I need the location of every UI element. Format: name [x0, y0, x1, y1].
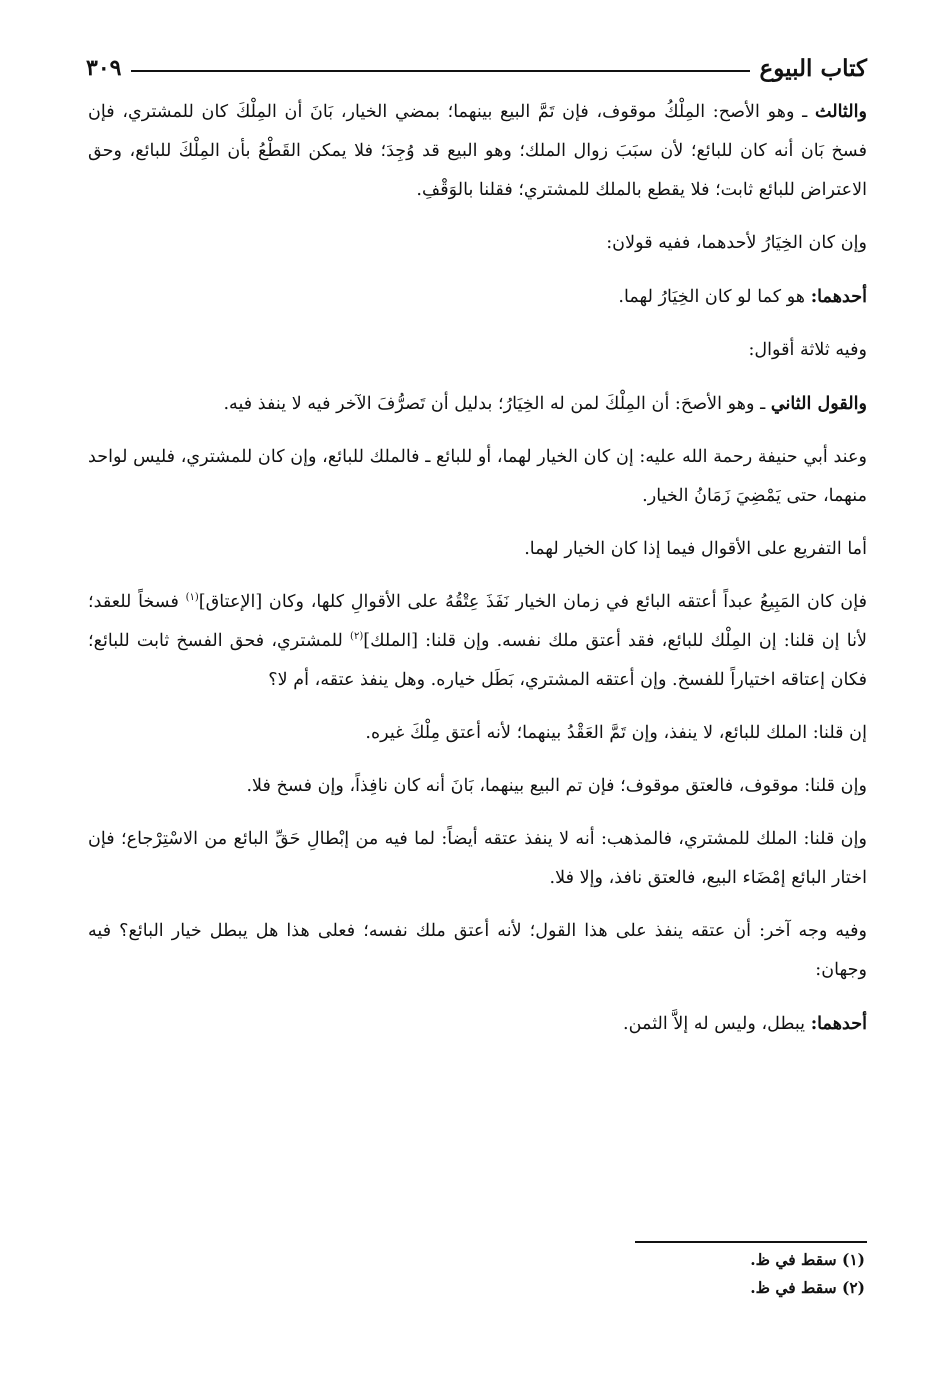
footnote: (٢) سقط في ظ. [750, 1278, 865, 1297]
paragraph-text: وإن قلنا: موقوف، فالعتق موقوف؛ فإن تم البيع بينهما، بَانَ أنه كان نافِذاً، وإن فسخ فلا. [246, 776, 867, 796]
paragraph [88, 1004, 867, 1044]
running-header [86, 48, 867, 88]
paragraph [88, 277, 867, 317]
footnotes [300, 1246, 865, 1302]
page-number: ٣٠٩ [86, 55, 122, 81]
paragraph-lead: أحدهما: [810, 286, 867, 307]
paragraph [88, 767, 867, 806]
paragraph-text: ـ وهو الأصح: المِلْكُ موقوف، فإن تَمَّ البيع بينهما؛ بمضي الخيار، بَانَ أن المِلْكَ كان للمشتري، فإن فسخ بَان أنه كان للبائع؛ لأن سبَبَ زوال الملك؛ وهو البيع قد وُجِدَ؛ فلا يمكن القَطْعُ بأن المِلْكَ للبائع، وحق الاعتراض للبائع ثابت؛ فلا يقطع بالملك للمشتري؛ فقلنا بالوَقْفِ. [88, 102, 867, 200]
paragraph [88, 714, 867, 753]
paragraph-text: للمشتري، فحق الفسخ ثابت للبائع؛ فكان إعتاقه اختياراً للفسخ. وإن أعتقه المشتري، بَطَل خياره. وهل ينفذ عتقه، أم لا؟ [88, 631, 867, 690]
paragraph [88, 331, 867, 370]
paragraph-text: فسخاً للعقد؛ لأنا إن قلنا: إن المِلْك للبائع، فقد أعتق ملك نفسه. وإن قلنا: [الملك] [88, 592, 867, 651]
header-rule [131, 70, 749, 72]
paragraph [88, 384, 867, 424]
paragraph [88, 530, 867, 569]
paragraph [88, 438, 867, 516]
paragraph-lead: والثالث [814, 101, 867, 122]
main-text [88, 92, 867, 1058]
paragraph-text: أما التفريع على الأقوال فيما إذا كان الخيار لهما. [524, 539, 867, 559]
paragraph-text: وعند أبي حنيفة رحمة الله عليه: إن كان الخيار لهما، أو للبائع ـ فالملك للبائع، وإن كان للمشتري، فليس لواحد منهما، حتى يَمْضِيَ زَمَانُ الخيار. [88, 447, 867, 506]
paragraph-text: ـ وهو الأصحَ: أن المِلْكَ لمن له الخِيَارُ؛ بدليل أن تَصرُّفَ الآخر فيه لا ينفذ فيه. [223, 394, 771, 414]
footnote-separator [635, 1241, 867, 1243]
paragraph-text: فإن كان المَبِيعُ عبداً أعتقه البائع في زمان الخيار نَفَذَ عِتْقُهُ على الأقوالِ كلها، وكان [الإعتاق] [198, 592, 867, 612]
book-title: كتاب البيوع [759, 54, 867, 82]
paragraph [88, 820, 867, 898]
paragraph-text: وإن كان الخِيَارُ لأحدهما، ففيه قولان: [606, 233, 867, 253]
paragraph-text: وإن قلنا: الملك للمشتري، فالمذهب: أنه لا ينفذ عتقه أيضاً: لما فيه من إبْطالِ حَقِّ البائع من الاسْتِرْجاع؛ فإن اختار البائع إمْضَاء البيع، فالعتق نافذ، وإلا فلا. [88, 829, 867, 888]
paragraph [88, 583, 867, 700]
paragraph-lead: أحدهما: [810, 1013, 867, 1034]
paragraph [88, 92, 867, 210]
paragraph-text: يبطل، وليس له إلاَّ الثمن. [623, 1014, 811, 1034]
footnote-ref[interactable]: (١) [185, 592, 199, 604]
footnote: (١) سقط في ظ. [750, 1250, 865, 1269]
paragraph [88, 912, 867, 990]
footnote-ref[interactable]: (٢) [350, 631, 364, 643]
paragraph-text: هو كما لو كان الخِيَارُ لهما. [618, 287, 811, 307]
paragraph-text: وفيه ثلاثة أقوال: [748, 340, 867, 360]
paragraph-lead: والقول الثاني [770, 393, 867, 414]
paragraph [88, 224, 867, 263]
paragraph-text: وفيه وجه آخر: أن عتقه ينفذ على هذا القول؛ لأنه أعتق ملك نفسه؛ فعلى هذا هل يبطل خيار البائع؟ فيه وجهان: [88, 921, 867, 980]
paragraph-text: إن قلنا: الملك للبائع، لا ينفذ، وإن تَمَّ العَقْدُ بينهما؛ لأنه أعتق مِلْكَ غيره. [365, 723, 867, 743]
